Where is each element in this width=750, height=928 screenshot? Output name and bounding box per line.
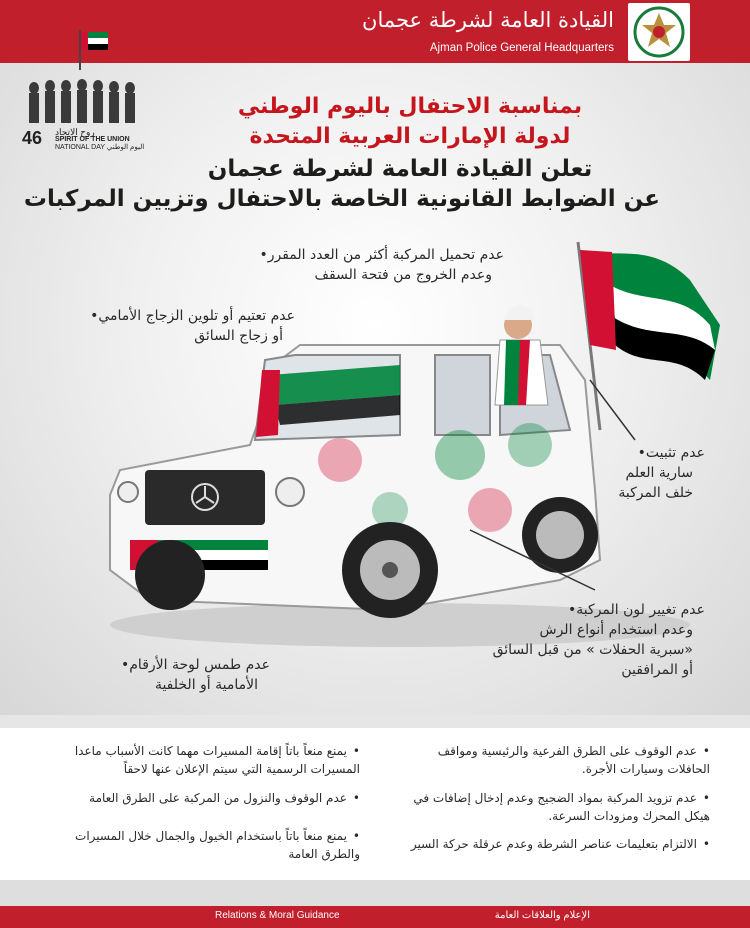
decorated-car-illustration	[90, 230, 740, 650]
callout-tint-line-1: عدم تعتيم أو تلوين الزجاج الأمامي	[98, 308, 295, 324]
page-footer	[0, 906, 750, 928]
callout-color-line-2: وعدم استخدام أنواع الرش	[539, 622, 693, 638]
logo-line-1: روح الاتحاد	[55, 127, 95, 137]
headline-line-3: تعلن القيادة العامة لشرطة عجمان	[207, 156, 593, 182]
callout-flagpole-line-2: سارية العلم	[625, 465, 693, 481]
headline-line-1: بمناسبة الاحتفال باليوم الوطني	[237, 94, 583, 119]
callout-overload-line-1: عدم تحميل المركبة أكثر من العدد المقرر	[267, 247, 504, 263]
rules-band	[0, 715, 750, 728]
callout-color-line-4: أو المرافقين	[621, 662, 693, 678]
rule-right-3: • الالتزام بتعليمات عناصر الشرطة وعدم عرقلة حركة السير	[400, 835, 710, 853]
callout-color-line-1: عدم تغيير لون المركبة	[576, 602, 705, 618]
callout-flagpole-line-3: خلف المركبة	[618, 485, 693, 501]
rule-left-1: • يمنع منعاً باتاً إقامة المسيرات مهما كانت الأسباب ماعدا المسيرات الرسمية التي سيتم الإعلان عنها لاحقاً	[50, 742, 360, 778]
callout-overload: عدم تحميل المركبة أكثر من العدد المقرر• وعدم الخروج من فتحة السقف	[255, 245, 504, 285]
logo-line-2: SPIRIT OF THE UNION	[55, 136, 130, 143]
rule-left-2: • عدم الوقوف والنزول من المركبة على الطرق العامة	[50, 789, 360, 807]
callout-plate: عدم طمس لوحة الأرقام• الأمامية أو الخلفية	[117, 655, 270, 695]
callout-flagpole-line-1: عدم تثبيت	[645, 445, 705, 461]
logo-line-3: NATIONAL DAY اليوم الوطني	[55, 144, 145, 151]
logo-number: 46	[22, 128, 43, 148]
rule-left-3: • يمنع منعاً باتاً باستخدام الخيول والجمال خلال المسيرات والطرق العامة	[50, 827, 360, 863]
police-emblem-icon	[628, 3, 690, 61]
callout-flagpole: عدم تثبيت• سارية العلم خلف المركبة	[618, 445, 705, 501]
callout-tint-line-2: أو زجاج السائق	[194, 328, 283, 344]
headline-line-2: لدولة الإمارات العربية المتحدة	[249, 124, 571, 149]
rule-right-1: • عدم الوقوف على الطرق الفرعية والرئيسية ومواقف الحافلات وسيارات الأجرة.	[400, 742, 710, 778]
logo-text	[55, 128, 144, 152]
callout-plate-line-1: عدم طمس لوحة الأرقام	[129, 657, 270, 673]
callout-overload-line-2: وعدم الخروج من فتحة السقف	[314, 267, 492, 283]
header-title-en: Ajman Police General Headquarters	[429, 42, 614, 54]
footer-right-text: الإعلام والعلاقات العامة	[494, 910, 590, 921]
headline-line-4: عن الضوابط القانونية الخاصة بالاحتفال وتزيين المركبات	[23, 186, 660, 212]
callout-color: عدم تغيير لون المركبة• وعدم استخدام أنواع الرش «سبرية الحفلات » من قبل السائق أو المرافقين	[492, 602, 705, 678]
callout-plate-line-2: الأمامية أو الخلفية	[154, 677, 258, 693]
callout-color-line-3: «سبرية الحفلات » من قبل السائق	[492, 642, 693, 658]
header-title-ar: القيادة العامة لشرطة عجمان	[362, 8, 614, 32]
footer-left-text: Relations & Moral Guidance	[215, 910, 340, 921]
footer-band	[0, 880, 750, 906]
rule-right-2: • عدم تزويد المركبة بمواد الضجيج وعدم إدخال إضافات في هيكل المحرك ومزودات السرعة.	[400, 789, 710, 825]
callout-tint: عدم تعتيم أو تلوين الزجاج الأمامي• أو زجاج السائق	[86, 306, 295, 346]
spirit-of-union-logo	[22, 30, 152, 140]
